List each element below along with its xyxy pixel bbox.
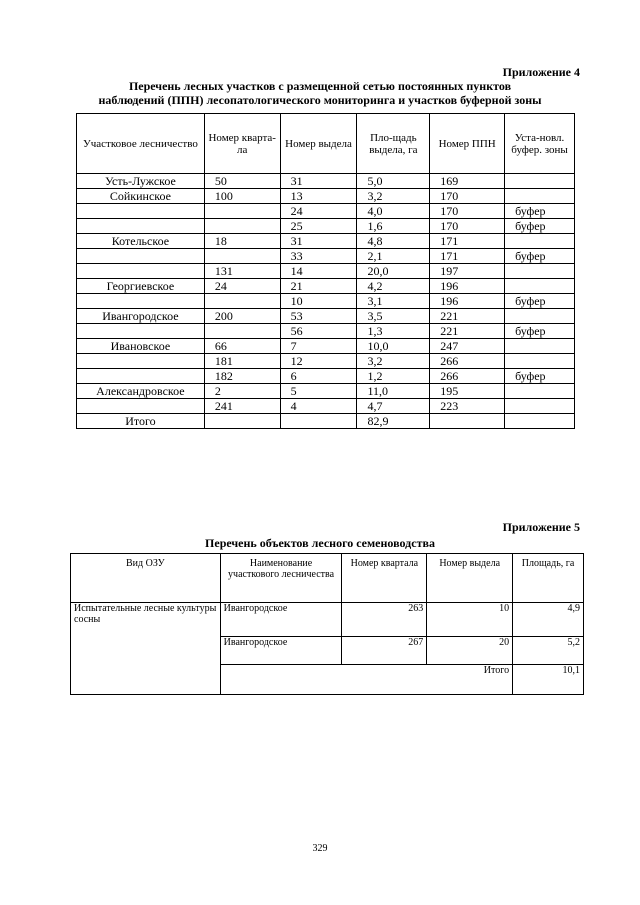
area-cell: 4,9: [513, 603, 584, 637]
quarter-cell: 18: [204, 234, 280, 249]
appendix-5-title: Перечень объектов лесного семеноводства: [205, 536, 435, 550]
ppn-cell: 195: [430, 384, 505, 399]
table-row: [77, 384, 575, 399]
plot-cell: 21: [280, 279, 357, 294]
area-cell: 20,0: [357, 264, 430, 279]
ppn-cell: 221: [430, 309, 505, 324]
buffer-cell: буфер: [505, 249, 575, 264]
quarter-cell: [204, 414, 280, 429]
table-row: [77, 219, 575, 234]
table-row: [77, 174, 575, 189]
ppn-cell: 247: [430, 339, 505, 354]
plot-cell: 6: [280, 369, 357, 384]
area-cell: 4,8: [357, 234, 430, 249]
ppn-cell: 223: [430, 399, 505, 414]
forestry-cell: Итого: [77, 414, 205, 429]
buffer-cell: [505, 309, 575, 324]
quarter-cell: 2: [204, 384, 280, 399]
forestry-cell: Котельское: [77, 234, 205, 249]
buffer-cell: [505, 234, 575, 249]
plot-cell: [280, 414, 357, 429]
plot-cell: 53: [280, 309, 357, 324]
forestry-cell: Сойкинское: [77, 189, 205, 204]
table-row: [77, 369, 575, 384]
column-header-plot: Номер выдела: [427, 554, 513, 603]
buffer-cell: [505, 384, 575, 399]
buffer-cell: [505, 354, 575, 369]
forestry-cell: [77, 294, 205, 309]
area-cell: 4,7: [357, 399, 430, 414]
table-row: [77, 189, 575, 204]
quarter-cell: [204, 324, 280, 339]
quarter-cell: 181: [204, 354, 280, 369]
column-header-area: Пло-щадь выдела, га: [357, 114, 430, 174]
table-row: [77, 399, 575, 414]
area-cell: 3,2: [357, 354, 430, 369]
plot-cell: 31: [280, 234, 357, 249]
area-cell: 10,0: [357, 339, 430, 354]
plot-cell: 20: [427, 637, 513, 665]
area-cell: 82,9: [357, 414, 430, 429]
quarter-cell: 263: [342, 603, 427, 637]
column-header-ppn: Номер ППН: [430, 114, 505, 174]
plot-cell: 10: [280, 294, 357, 309]
forestry-cell: [77, 399, 205, 414]
forestry-cell: Ивангородское: [77, 309, 205, 324]
plot-cell: 25: [280, 219, 357, 234]
plot-cell: 31: [280, 174, 357, 189]
column-header-quarter: Номер квартала: [342, 554, 427, 603]
table-row: [77, 279, 575, 294]
forestry-cell: [77, 264, 205, 279]
ppn-cell: 170: [430, 189, 505, 204]
area-cell: 4,2: [357, 279, 430, 294]
ppn-cell: 266: [430, 369, 505, 384]
forestry-cell: [77, 219, 205, 234]
table-row: [77, 294, 575, 309]
table-header-row: [71, 554, 584, 603]
table-row: [77, 264, 575, 279]
area-cell: 3,5: [357, 309, 430, 324]
plot-cell: 14: [280, 264, 357, 279]
table-row: [77, 249, 575, 264]
quarter-cell: 66: [204, 339, 280, 354]
ppn-cell: 171: [430, 249, 505, 264]
buffer-cell: [505, 279, 575, 294]
forestry-cell: Георгиевское: [77, 279, 205, 294]
appendix-5-table: [70, 553, 584, 695]
appendix-4-label: Приложение 4: [502, 65, 580, 79]
plot-cell: 7: [280, 339, 357, 354]
table-row: [77, 234, 575, 249]
ppn-cell: 170: [430, 219, 505, 234]
total-value-cell: 10,1: [513, 665, 584, 695]
page-number: 329: [312, 843, 328, 854]
buffer-cell: буфер: [505, 219, 575, 234]
plot-cell: 4: [280, 399, 357, 414]
plot-cell: 56: [280, 324, 357, 339]
table-row: [71, 603, 584, 637]
buffer-cell: [505, 399, 575, 414]
buffer-cell: [505, 339, 575, 354]
quarter-cell: 241: [204, 399, 280, 414]
total-label-cell: Итого: [220, 665, 512, 695]
column-header-plot: Номер выдела: [280, 114, 357, 174]
ppn-cell: 169: [430, 174, 505, 189]
quarter-cell: 267: [342, 637, 427, 665]
area-cell: 1,6: [357, 219, 430, 234]
forestry-cell: Ивановское: [77, 339, 205, 354]
ppn-cell: 170: [430, 204, 505, 219]
plot-cell: 5: [280, 384, 357, 399]
appendix-5-label: Приложение 5: [502, 520, 580, 534]
plot-cell: 33: [280, 249, 357, 264]
ppn-cell: 171: [430, 234, 505, 249]
ppn-cell: 221: [430, 324, 505, 339]
quarter-cell: 182: [204, 369, 280, 384]
plot-cell: 10: [427, 603, 513, 637]
table-row: [77, 204, 575, 219]
area-cell: 2,1: [357, 249, 430, 264]
quarter-cell: 50: [204, 174, 280, 189]
table-header-row: [77, 114, 575, 174]
buffer-cell: буфер: [505, 369, 575, 384]
ppn-cell: 197: [430, 264, 505, 279]
area-cell: 5,2: [513, 637, 584, 665]
buffer-cell: [505, 174, 575, 189]
quarter-cell: [204, 249, 280, 264]
quarter-cell: [204, 294, 280, 309]
area-cell: 1,3: [357, 324, 430, 339]
ozu-type-cell: Испытательные лесные культуры сосны: [71, 603, 221, 695]
forestry-cell: [77, 354, 205, 369]
ppn-cell: 266: [430, 354, 505, 369]
area-cell: 3,2: [357, 189, 430, 204]
ppn-cell: [430, 414, 505, 429]
area-cell: 5,0: [357, 174, 430, 189]
quarter-cell: 200: [204, 309, 280, 324]
column-header-quarter: Номер кварта-ла: [204, 114, 280, 174]
buffer-cell: буфер: [505, 204, 575, 219]
plot-cell: 12: [280, 354, 357, 369]
forestry-cell: Александровское: [77, 384, 205, 399]
forestry-cell: [77, 204, 205, 219]
appendix-4-title-line-2: наблюдений (ППН) лесопатологического мониторинга и участков буферной зоны: [98, 93, 542, 107]
table-row: [77, 354, 575, 369]
quarter-cell: 24: [204, 279, 280, 294]
buffer-cell: [505, 189, 575, 204]
forestry-cell: [77, 249, 205, 264]
forestry-cell: Усть-Лужское: [77, 174, 205, 189]
buffer-cell: буфер: [505, 294, 575, 309]
quarter-cell: 131: [204, 264, 280, 279]
column-header-area: Площадь, га: [513, 554, 584, 603]
column-header-ozu-type: Вид ОЗУ: [71, 554, 221, 603]
plot-cell: 24: [280, 204, 357, 219]
area-cell: 11,0: [357, 384, 430, 399]
plot-cell: 13: [280, 189, 357, 204]
area-cell: 1,2: [357, 369, 430, 384]
column-header-forestry: Участковое лесничество: [77, 114, 205, 174]
quarter-cell: [204, 204, 280, 219]
quarter-cell: [204, 219, 280, 234]
column-header-buffer: Уста-новл. буфер. зоны: [505, 114, 575, 174]
buffer-cell: [505, 414, 575, 429]
area-cell: 4,0: [357, 204, 430, 219]
forestry-cell: Ивангородское: [220, 637, 342, 665]
area-cell: 3,1: [357, 294, 430, 309]
table-row: [77, 309, 575, 324]
buffer-cell: [505, 264, 575, 279]
appendix-4-table: [76, 113, 575, 429]
quarter-cell: 100: [204, 189, 280, 204]
ppn-cell: 196: [430, 294, 505, 309]
ppn-cell: 196: [430, 279, 505, 294]
total-row: [77, 414, 575, 429]
column-header-forestry-name: Наименование участкового лесничества: [220, 554, 342, 603]
appendix-4-title-line-1: Перечень лесных участков с размещенной сетью постоянных пунктов: [128, 79, 512, 93]
forestry-cell: [77, 369, 205, 384]
buffer-cell: буфер: [505, 324, 575, 339]
forestry-cell: [77, 324, 205, 339]
table-row: [77, 324, 575, 339]
table-row: [77, 339, 575, 354]
forestry-cell: Ивангородское: [220, 603, 342, 637]
